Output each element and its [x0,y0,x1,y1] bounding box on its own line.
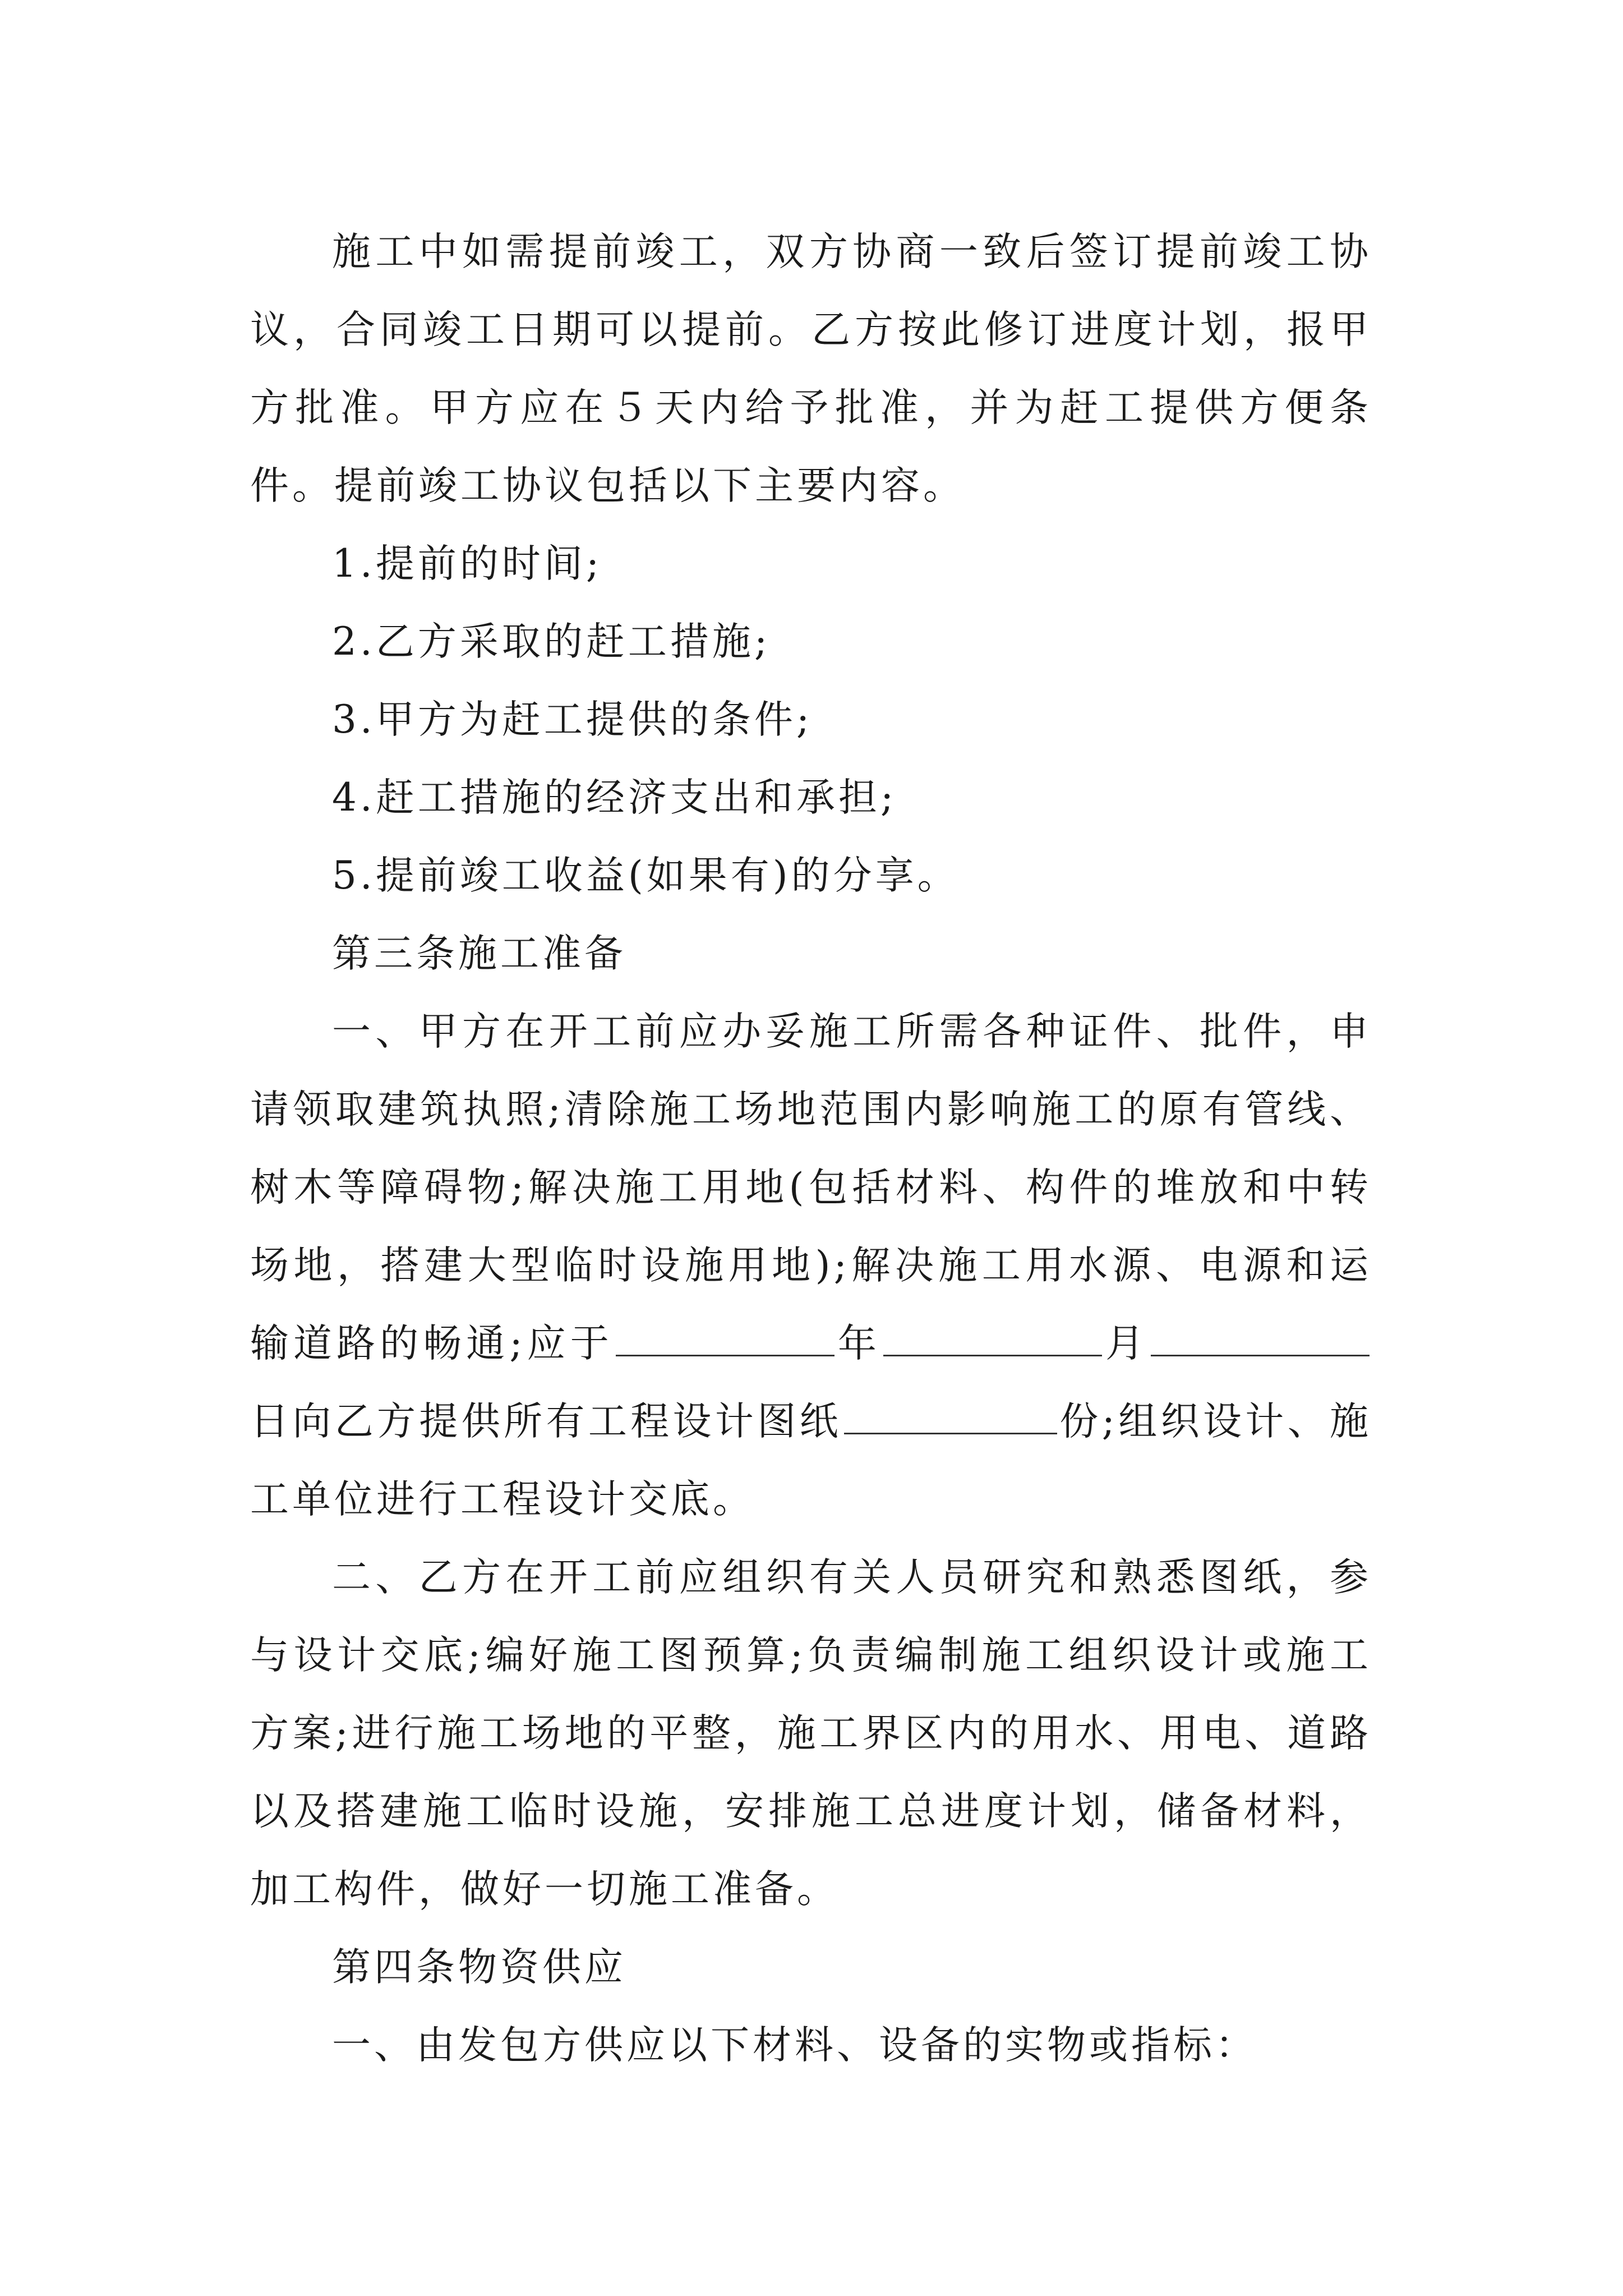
document-body [250,213,1372,2085]
month-blank [883,1321,1102,1356]
year-blank [616,1321,834,1356]
paragraph-party-b-preparation: 二、乙方在开工前应组织有关人员研究和熟悉图纸，参与设计交底;编好施工图预算;负责编制施工组织设计或施工方案;进行施工场地的平整，施工界区内的用水、用电、道路以及搭建施工临时设施，安排施工总进度计划，储备材料，加工构件，做好一切施工准备。 [250,1555,1372,1912]
heading-article-3: 第三条施工准备 [332,931,626,976]
list-item: 4.赶工措施的经济支出和承担; [332,775,897,820]
month-label: 月 [1104,1321,1149,1366]
party-a-text-1: 一、甲方在开工前应办妥施工所需各种证件、批件，申请领取建筑执照;清除施工场地范围内影响施工的原有管线、树木等障碍物;解决施工用地(包括材料、构件的堆放和中转场地，搭建大型临时设施用地);解决施工用水源、电源和运输道路的畅通;应于 [250,1009,1372,1366]
copies-blank [844,1399,1057,1434]
list-item: 1.提前的时间; [332,541,603,586]
list-item: 3.甲方为赶工提供的条件; [332,697,813,742]
list-item: 5.提前竣工收益(如果有)的分享。 [332,853,960,898]
paragraph-early-completion: 施工中如需提前竣工，双方协商一致后签订提前竣工协议，合同竣工日期可以提前。乙方按此修订进度计划，报甲方批准。甲方应在５天内给予批准，并为赶工提供方便条件。提前竣工协议包括以下主要内容。 [250,229,1372,508]
paragraph-party-a-preparation [250,993,1372,1539]
year-label: 年 [836,1321,881,1366]
paragraph-supply: 一、由发包方供应以下材料、设备的实物或指标： [332,2023,1257,2068]
day-blank [1151,1321,1370,1356]
heading-article-4: 第四条物资供应 [332,1945,626,1990]
list-item: 2.乙方采取的赶工措施; [332,619,771,664]
party-a-text-2: 日向乙方提供所有工程设计图纸 [250,1399,842,1444]
party-a-text-3: 份;组织设计、施工单位进行工程设计交底。 [250,1399,1372,1522]
